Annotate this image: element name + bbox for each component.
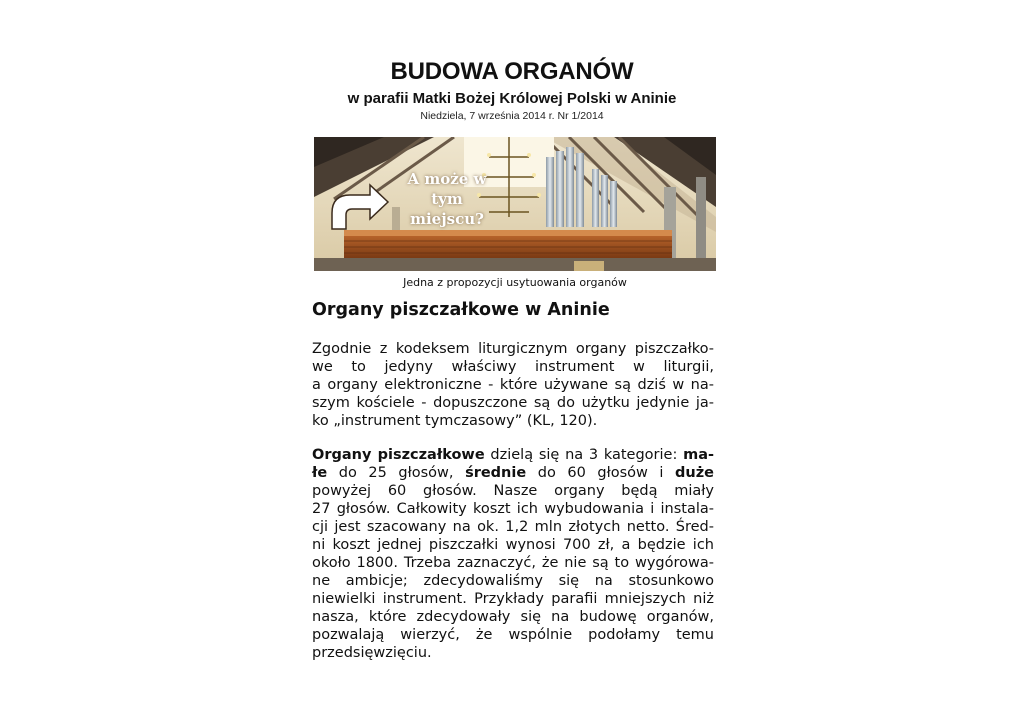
paragraph-line: ko „instrument tymczasowy” (KL, 120).: [312, 413, 598, 429]
paragraph-line: powyżej 60 głosów. Nasze organy będą miały: [312, 483, 714, 499]
photo-caption: Jedna z propozycji usytuowania organów: [403, 276, 627, 289]
paragraph-line: Zgodnie z kodeksem liturgicznym organy piszczałko-: [312, 341, 714, 357]
photo-overlay-line2: miejscu?: [410, 210, 484, 228]
paragraph-1: [312, 340, 714, 430]
paragraph-line: a organy elektroniczne - które używane są dziś w na-: [312, 377, 714, 393]
bold-term: duże: [675, 465, 714, 481]
bold-term: Organy piszczałkowe: [312, 447, 485, 463]
paragraph-line: we to jedyny właściwy instrument w liturgii,: [312, 359, 714, 375]
paragraph-line: około 1800. Trzeba zaznaczyć, że nie są to wygórowa-: [312, 555, 714, 571]
paragraph-line: ni koszt jednej piszczałki wynosi 700 zł, a będzie ich: [312, 537, 714, 553]
church-interior-photo: [314, 137, 716, 271]
paragraph-line: 27 głosów. Całkowity koszt ich wybudowania i instala-: [312, 501, 714, 517]
paragraph-line: [312, 464, 714, 482]
bold-term: łe: [312, 465, 328, 481]
paragraph-line: nasza, które zdecydowały się na budowę organów,: [312, 609, 714, 625]
paragraph-line: przedsięwzięciu.: [312, 645, 432, 661]
paragraph-2: [312, 446, 714, 662]
document-title: BUDOWA ORGANÓW: [390, 58, 634, 85]
paragraph-line: [312, 446, 714, 464]
paragraph-line: pozwalają wierzyć, że wspólnie podołamy temu: [312, 627, 714, 643]
photo-overlay-line1: A może w tym: [407, 170, 487, 208]
paragraph-line: cji jest szacowany na ok. 1,2 mln złotych netto. Śred-: [312, 519, 714, 535]
text-run: do 25 głosów,: [327, 465, 466, 481]
photo-overlay-text: [392, 169, 502, 229]
bold-term: ma-: [683, 447, 715, 463]
bold-term: średnie: [465, 465, 527, 481]
paragraph-line: szym kościele - dopuszczone są do użytku jedynie ja-: [312, 395, 714, 411]
text-run: dzielą się na 3 kategorie:: [484, 447, 684, 463]
paragraph-line: ne ambicje; zdecydowaliśmy się na stosunkowo: [312, 573, 714, 589]
paragraph-line: niewielki instrument. Przykłady parafii mniejszych niż: [312, 591, 714, 607]
issue-date: Niedziela, 7 września 2014 r. Nr 1/2014: [420, 110, 604, 122]
text-run: do 60 głosów i: [526, 465, 675, 481]
section-heading: Organy piszczałkowe w Aninie: [312, 300, 610, 320]
document-subtitle: w parafii Matki Bożej Królowej Polski w Aninie: [347, 90, 677, 107]
